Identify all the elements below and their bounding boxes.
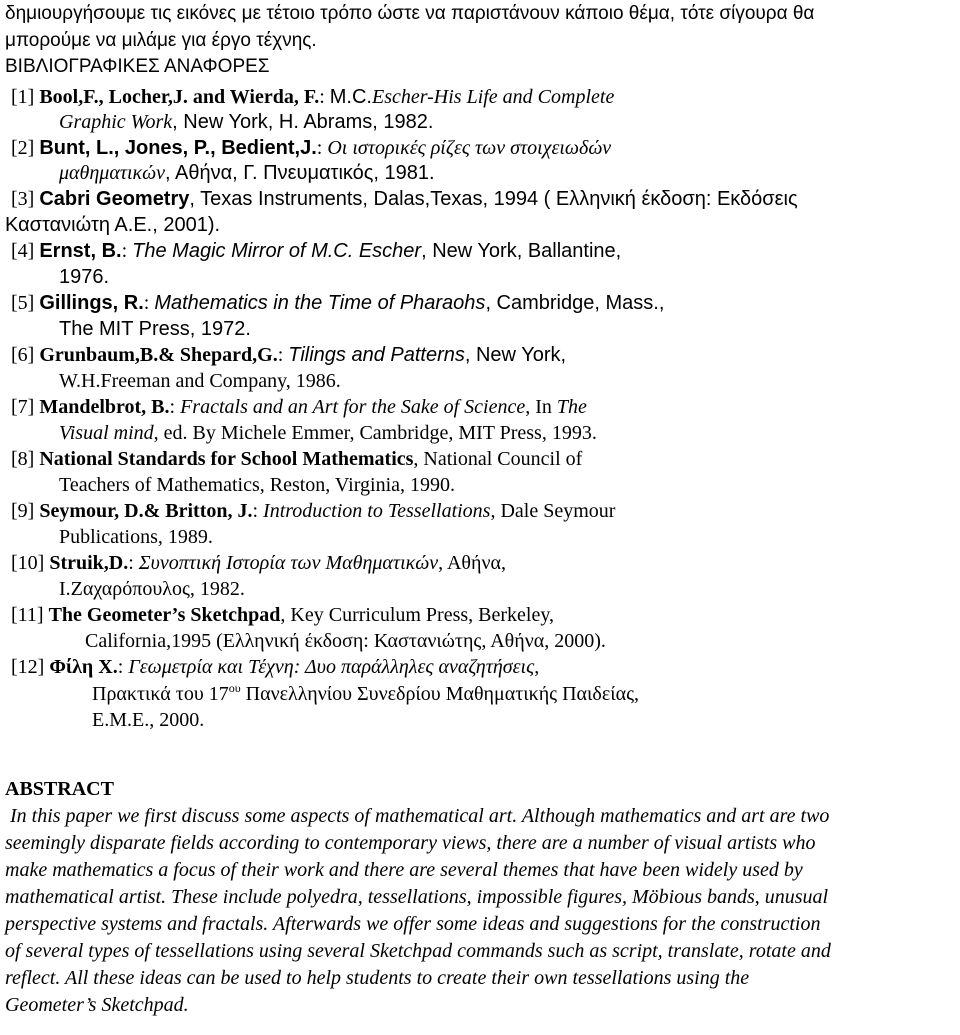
ref-details: , New York, Ballantine, [421,240,622,262]
ref-title: Mathematics in the Time of Pharaohs [154,292,486,314]
ref-details: , Αθήνα, Γ. Πνευματικός, 1981. [164,162,435,184]
ref-number: [2] [11,137,40,159]
ref-authors: Mandelbrot, B. [39,396,170,418]
ref-details: Πρακτικά του 17 [92,683,229,705]
ref-title: Γεωμετρία και Τέχνη: Δυο παράλληλες αναζητήσεις [128,656,535,678]
ref-details: , Cambridge, Mass., [485,292,665,314]
ref-details: Πανελληνίου Συνεδρίου Μαθηματικής Παιδείας, [240,683,639,705]
ref-number: [5] [11,292,40,314]
ref-authors: National Standards for School Mathematics [39,448,414,470]
reference-2 [11,138,611,158]
ref-title: Introduction to Tessellations [263,500,491,522]
ref-details: , New York, [464,344,567,366]
ref-number: [8] [11,448,40,470]
reference-1 [11,87,614,107]
ref-superscript: ου [228,681,241,695]
abstract-line: reflect. All these ideas can be used to help students to create their own tessellations using the [5,967,750,989]
abstract-heading: ABSTRACT [5,778,114,800]
ref-authors: Bunt, L., Jones, P., Bedient,J. [39,137,317,159]
intro-line-1: δημιουργήσουμε τις εικόνες με τέτοιο τρόπο ώστε να παριστάνουν κάποιο θέμα, τότε σίγουρα θα [5,3,815,24]
reference-6-cont: W.H.Freeman and Company, 1986. [59,370,341,392]
ref-details: , In [525,396,557,418]
reference-11-cont: California,1995 (Ελληνική έκδοση: Καστανιώτης, Αθήνα, 2000). [85,630,606,652]
ref-separator: : [128,552,139,574]
ref-title: Συνοπτική Ιστορία των Μαθηματικών [138,552,439,574]
ref-title: Graphic Work [59,111,173,133]
reference-10-cont: Ι.Ζαχαρόπουλος, 1982. [59,578,245,600]
reference-9 [11,501,615,521]
abstract-line: Geometer’s Sketchpad. [5,994,189,1016]
ref-authors: Ernst, B. [39,240,122,262]
ref-title: The Magic Mirror of M.C. Escher [132,240,422,262]
ref-title: Οι ιστορικές ρίζες των στοιχειωδών [327,137,612,159]
ref-details: , New York, H. Abrams, 1982. [172,111,434,133]
ref-number: [9] [11,500,40,522]
ref-details: , Texas Instruments, Dalas,Texas, 1994 ( Ελληνική έκδοση: Εκδόσεις [189,188,798,210]
ref-separator: : [121,240,133,262]
reference-8-cont: Teachers of Mathematics, Reston, Virginia, 1990. [59,474,456,496]
abstract-line: In this paper we first discuss some aspects of mathematical art. Although mathematics and art are two [5,805,830,827]
reference-7-cont [59,423,597,443]
ref-title: Tilings and Patterns [288,344,465,366]
ref-number: [11] [11,604,49,626]
reference-4-cont: 1976. [59,266,110,288]
ref-details: , Αθήνα, [438,552,506,574]
reference-8 [11,449,582,469]
ref-authors: The Geometer’s Sketchpad [48,604,281,626]
bibliography-heading: ΒΙΒΛΙΟΓΡΑΦΙΚΕΣ ΑΝΑΦΟΡΕΣ [5,56,270,77]
ref-details: , [534,656,540,678]
ref-details: , ed. By Michele Emmer, Cambridge, MIT Press, 1993. [153,422,597,444]
reference-2-cont [59,163,435,183]
ref-number: [7] [11,396,40,418]
ref-separator: : [319,86,330,108]
ref-separator: : [117,656,129,678]
reference-6 [11,345,566,365]
reference-4 [11,241,621,261]
ref-title: Escher-His Life and Complete [371,86,615,108]
ref-authors: Struik,D. [49,552,129,574]
ref-number: [1] [11,86,40,108]
ref-number: [12] [11,656,50,678]
reference-9-cont: Publications, 1989. [59,526,213,548]
ref-separator: : [169,396,181,418]
ref-number: [3] [11,188,40,210]
reference-12-cont-2: Ε.Μ.Ε., 2000. [92,709,205,731]
ref-separator: : [252,500,264,522]
ref-number: [10] [11,552,50,574]
abstract-line: seemingly disparate fields according to contemporary views, there are a number of visual artists who [5,832,816,854]
ref-number: [4] [11,240,40,262]
ref-details: , National Council of [413,448,583,470]
reference-10 [11,553,506,573]
reference-3 [11,189,798,209]
abstract-line: perspective systems and fractals. Afterwards we offer some ideas and suggestions for the construction [5,913,821,935]
reference-5-cont: The MIT Press, 1972. [59,318,251,340]
ref-authors: Seymour, D.& Britton, J. [39,500,253,522]
ref-authors: Cabri Geometry [39,188,190,210]
ref-authors: Bool,F., Locher,J. and Wierda, F. [39,86,320,108]
ref-authors: Φίλη Χ. [49,656,118,678]
ref-separator: : [316,137,328,159]
reference-3-cont: Καστανιώτη Α.Ε., 2001). [5,214,221,236]
ref-title-part: M.C. [329,86,372,108]
ref-authors: Gillings, R. [39,292,144,314]
ref-title: μαθηματικών [59,162,165,184]
reference-11 [11,605,554,625]
ref-title: Fractals and an Art for the Sake of Science [180,396,526,418]
reference-7 [11,397,587,417]
ref-title: The [556,396,587,418]
reference-12 [11,657,539,677]
abstract-line: mathematical artist. These include polyedra, tessellations, impossible figures, Möbious bands, unusual [5,886,829,908]
reference-12-cont [92,681,639,705]
ref-separator: : [143,292,155,314]
reference-1-cont [59,112,433,132]
abstract-line: make mathematics a focus of their work and there are several themes that have been widely used by [5,859,803,881]
intro-line-2: μπορούμε να μιλάμε για έργο τέχνης. [5,30,317,51]
ref-separator: : [277,344,289,366]
ref-number: [6] [11,344,40,366]
ref-details: , Key Curriculum Press, Berkeley, [280,604,555,626]
reference-5 [11,293,664,313]
abstract-line: of several types of tessellations using several Sketchpad commands such as script, translate, rotate and [5,940,831,962]
ref-authors: Grunbaum,B.& Shepard,G. [39,344,278,366]
ref-details: , Dale Seymour [490,500,616,522]
ref-title: Visual mind [59,422,154,444]
